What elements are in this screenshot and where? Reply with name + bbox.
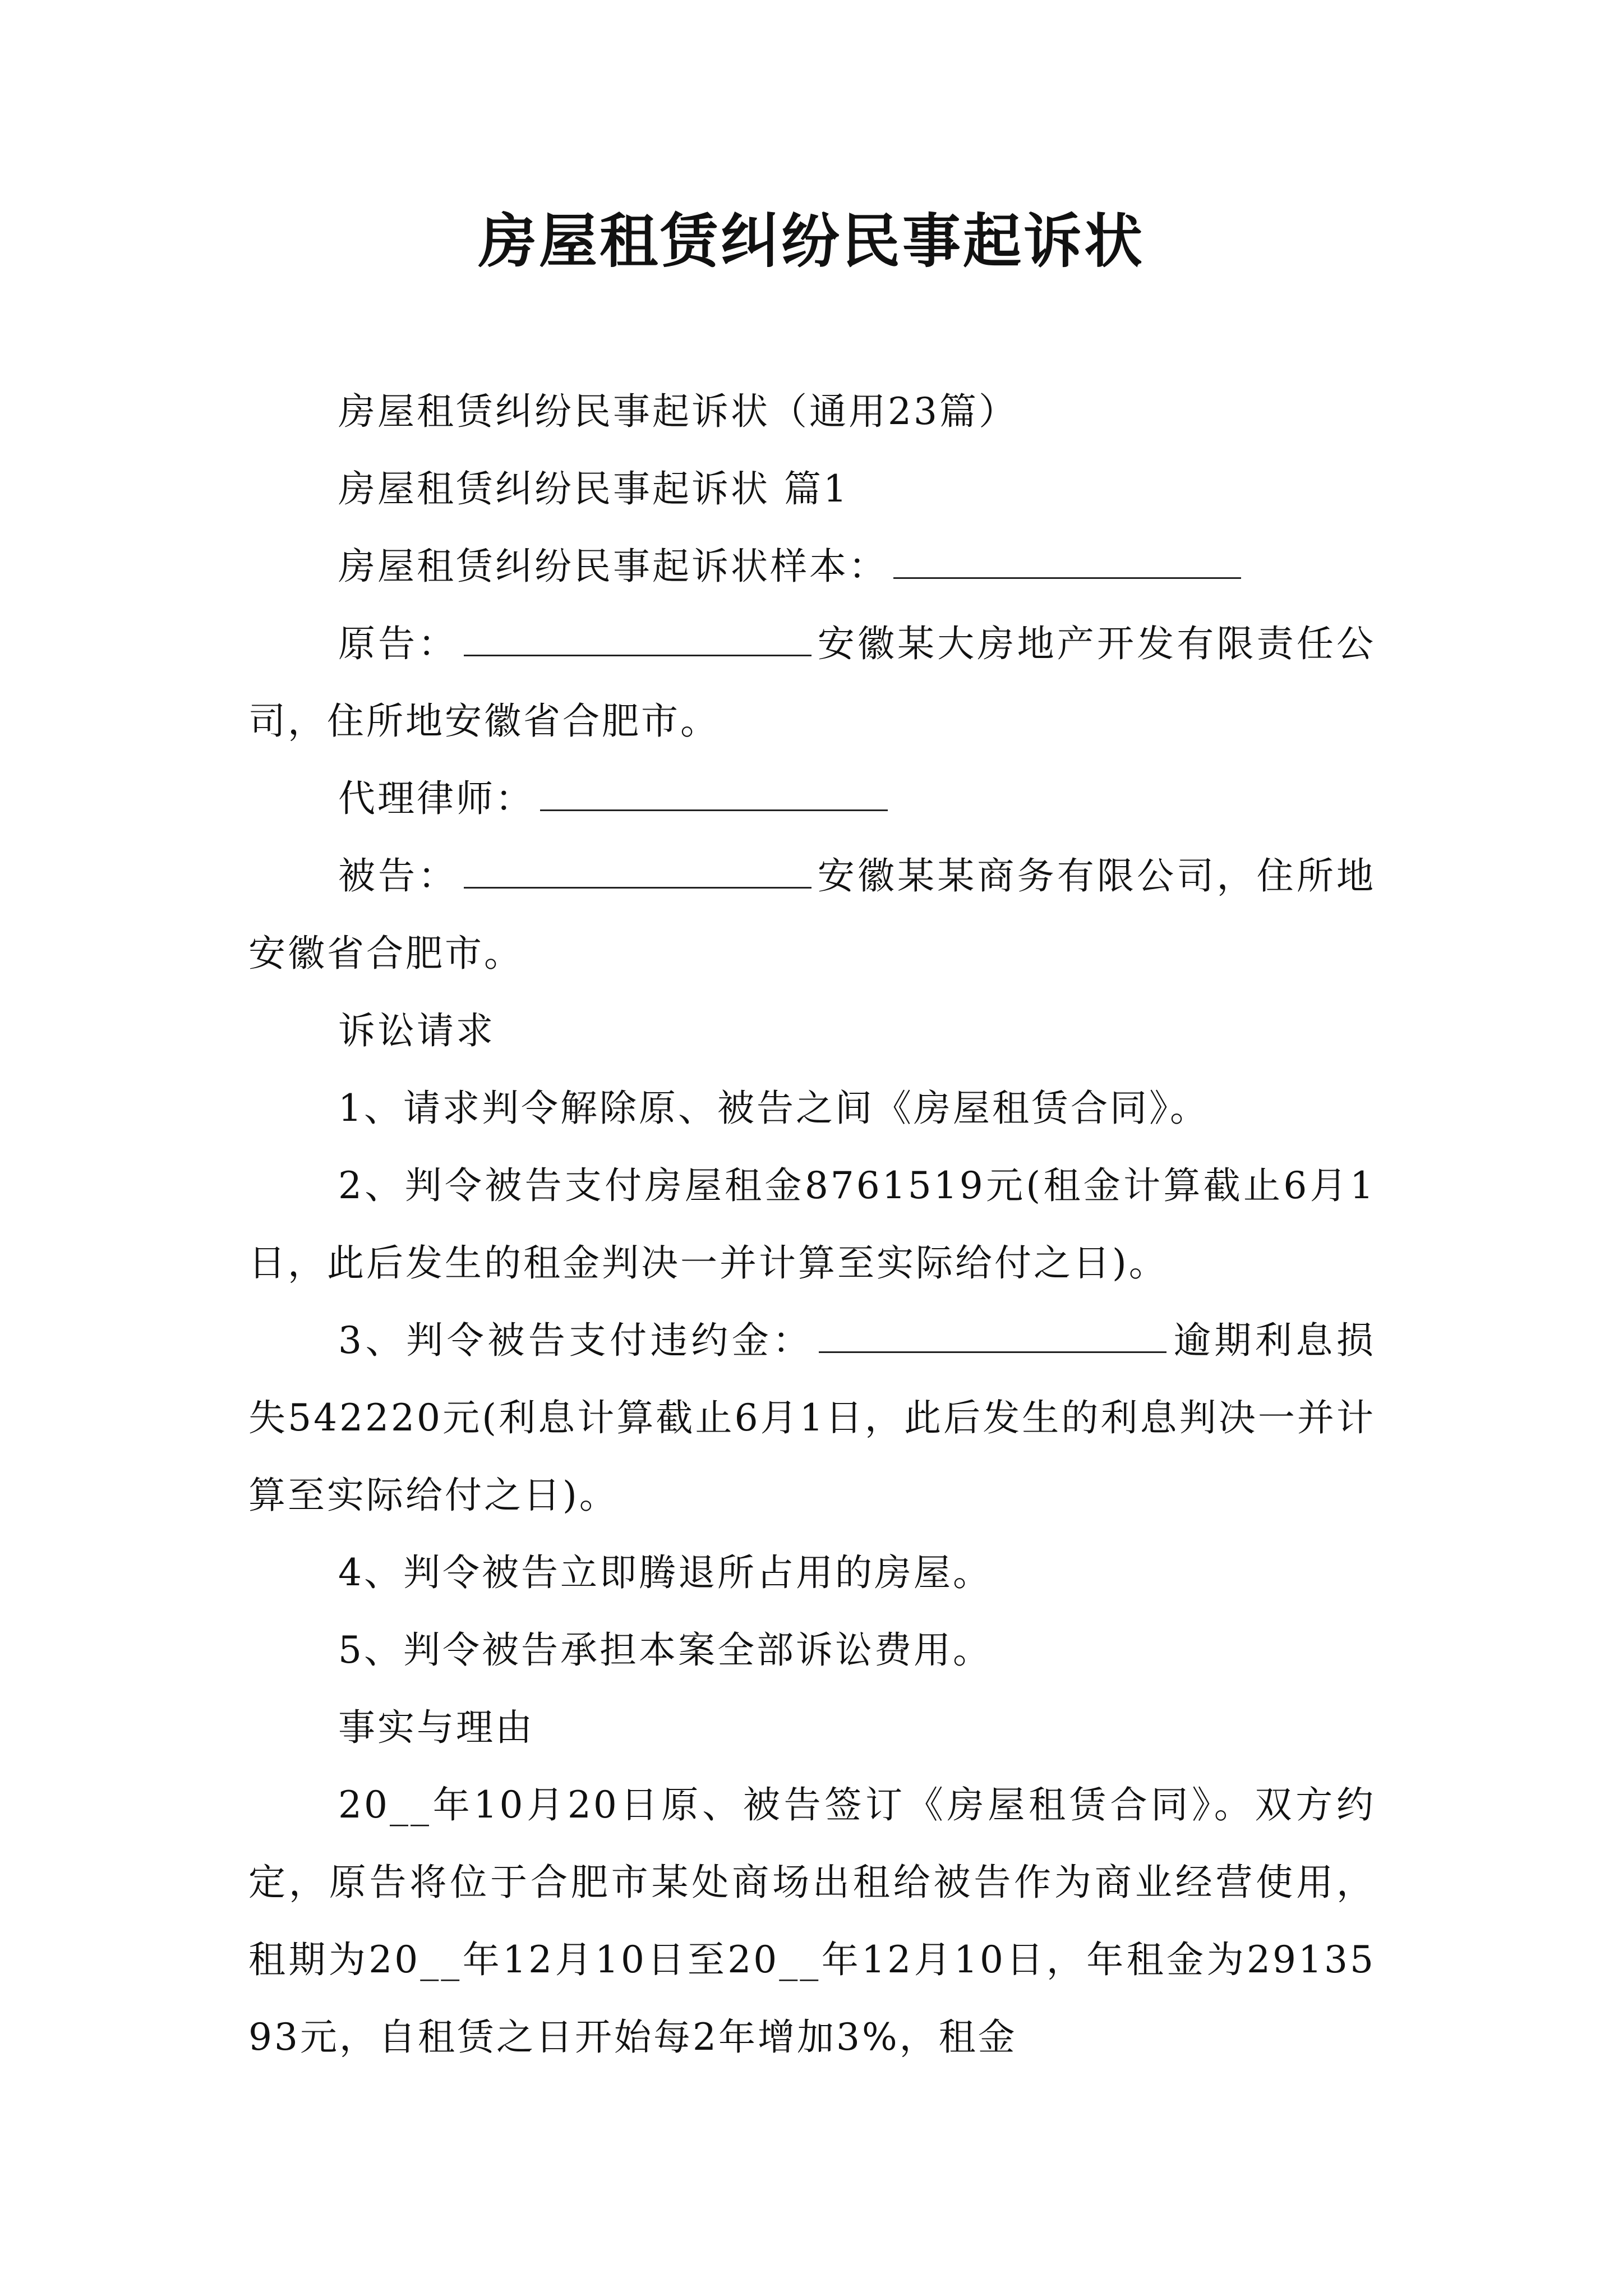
paragraph (248, 1612, 1376, 1689)
paragraph (248, 450, 1376, 528)
paragraph (248, 1534, 1376, 1612)
paragraph-text: 安徽某大房地产开发有限责任公司，住所地安徽省合肥市。 (248, 622, 1376, 743)
paragraph-text: 3、判令被告支付违约金： (338, 1319, 814, 1362)
document-title: 房屋租赁纠纷民事起诉状 (478, 206, 1145, 275)
paragraph (248, 373, 1376, 450)
fill-in-blank (893, 547, 1241, 579)
paragraph (248, 528, 1376, 605)
paragraph-text: 20__年10月20日原、被告签订《房屋租赁合同》。双方约定，原告将位于合肥市某处商场出租给被告作为商业经营使用，租期为20__年12月10日至20__年12月10日，年租金为2913593元，自租赁之日开始每2年增加3%，租金 (248, 1783, 1376, 2059)
paragraph-text: 房屋租赁纠纷民事起诉状 篇1 (338, 467, 849, 510)
paragraph-text: 2、判令被告支付房屋租金8761519元(租金计算截止6月1日，此后发生的租金判决一并计算至实际给付之日)。 (248, 1164, 1376, 1285)
paragraph (248, 1302, 1376, 1534)
fill-in-blank (464, 857, 811, 889)
fill-in-blank (464, 624, 811, 656)
document-body (248, 373, 1376, 2076)
paragraph-text: 原告： (338, 622, 458, 665)
section-heading (248, 992, 1376, 1070)
paragraph-text: 房屋租赁纠纷民事起诉状（通用23篇） (338, 390, 1018, 433)
section-heading (248, 1689, 1376, 1766)
paragraph (248, 1766, 1376, 2076)
paragraph (248, 1147, 1376, 1302)
paragraph-text: 事实与理由 (338, 1706, 534, 1749)
paragraph (248, 760, 1376, 838)
paragraph (248, 605, 1376, 760)
paragraph-text: 5、判令被告承担本案全部诉讼费用。 (338, 1628, 992, 1672)
paragraph-text: 1、请求判令解除原、被告之间《房屋租赁合同》。 (338, 1087, 1209, 1130)
paragraph (248, 1070, 1376, 1147)
paragraph-text: 逾期利息损失542220元(利息计算截止6月1日，此后发生的利息判决一并计算至实际给付之日)。 (248, 1319, 1376, 1517)
paragraph-text: 被告： (338, 854, 458, 898)
paragraph-text: 安徽某某商务有限公司，住所地安徽省合肥市。 (248, 854, 1376, 975)
paragraph-text: 代理律师： (338, 777, 534, 820)
paragraph-text: 房屋租赁纠纷民事起诉状样本： (338, 545, 888, 588)
paragraph-text: 4、判令被告立即腾退所占用的房屋。 (338, 1551, 992, 1594)
paragraph-text: 诉讼请求 (338, 1009, 495, 1052)
paragraph (248, 838, 1376, 992)
fill-in-blank (819, 1321, 1166, 1353)
fill-in-blank (540, 779, 888, 811)
